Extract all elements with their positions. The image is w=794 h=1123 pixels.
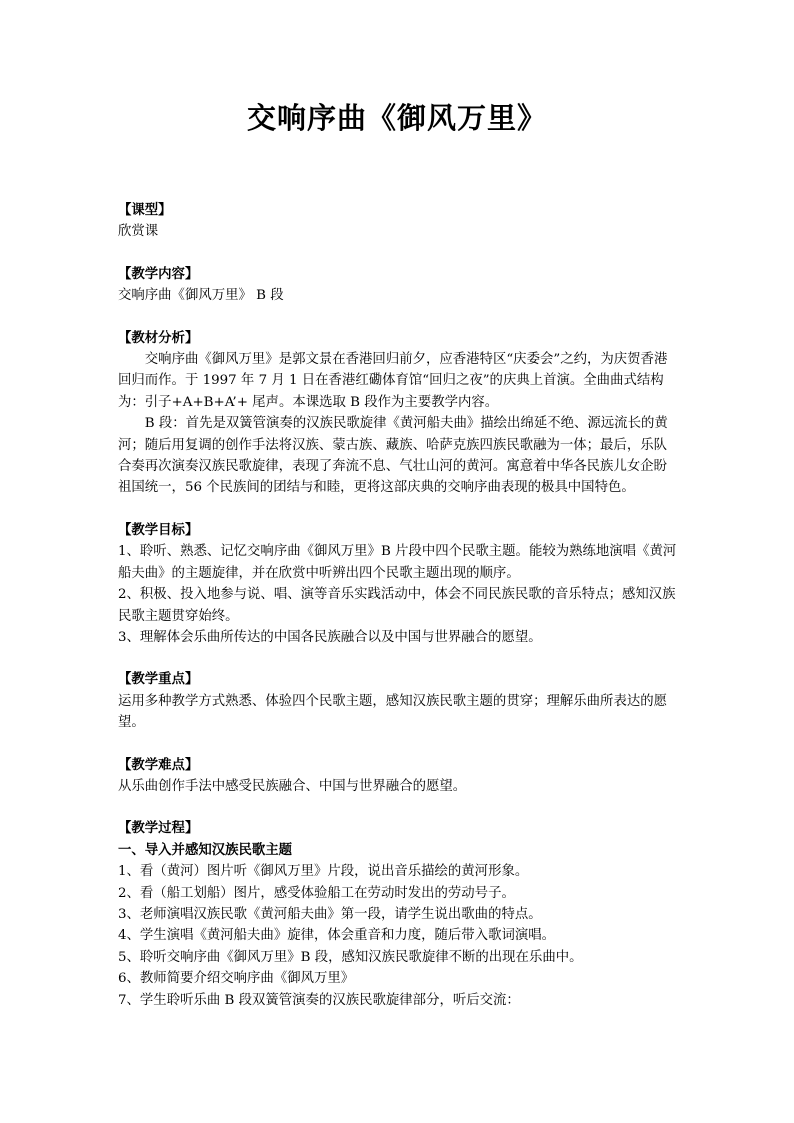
document-title: 交响序曲《御风万里》 [246,101,547,135]
section-text: 从乐曲创作手法中感受民族融合、中国与世界融合的愿望。 [118,778,467,794]
section-heading: 【课型】 [118,203,172,218]
list-item: 3、理解体会乐曲所传达的中国各民族融合以及中国与世界融合的愿望。 [118,629,542,645]
list-item: 1、聆听、熟悉、记忆交响序曲《御风万里》B 片段中四个民歌主题。能较为熟练地演唱《黄河船夫曲》的主题旋律，并在欣赏中听辨出四个民歌主题出现的顺序。 [118,544,677,581]
list-item: 1、看（黄河）图片听《御风万里》片段，说出音乐描绘的黄河形象。 [118,864,529,880]
list-item: 2、看（船工划船）图片，感受体验船工在劳动时发出的劳动号子。 [118,885,515,901]
subsection-heading: 一、导入并感知汉族民歌主题 [118,842,293,858]
paragraph: 交响序曲《御风万里》是郭文景在香港回归前夕，应香港特区“庆委会”之约，为庆贺香港回归而作。于 1997 年 7 月 1 日在香港红磡体育馆“回归之夜”的庆典上首演。全曲曲式结构为：引子+A+B+A’+ 尾声。本课选取 B 段作为主要教学内容。 [118,352,668,410]
list-item: 3、老师演唱汉族民歌《黄河船夫曲》第一段，请学生说出歌曲的特点。 [118,906,542,922]
section-difficulties [118,755,680,798]
section-heading: 【教学目标】 [118,522,199,538]
list-item: 4、学生演唱《黄河船夫曲》旋律，体会重音和力度，随后带入歌词演唱。 [118,928,556,944]
section-heading: 【教学重点】 [118,672,199,688]
section-heading: 【教学过程】 [118,821,199,837]
document-body [118,200,680,1032]
section-analysis [118,328,680,499]
section-text: 运用多种教学方式熟悉、体验四个民歌主题，感知汉族民歌主题的贯穿；理解乐曲所表达的愿望。 [118,693,668,731]
list-item: 6、教师简要介绍交响序曲《御风万里》 [118,971,355,987]
section-heading: 【教材分析】 [118,330,199,346]
list-item: 7、学生聆听乐曲 B 段双簧管演奏的汉族民歌旋律部分，听后交流： [118,992,520,1008]
section-heading: 【教学内容】 [118,266,199,282]
paragraph: B 段：首先是双簧管演奏的汉族民歌旋律《黄河船夫曲》描绘出绵延不绝、源远流长的黄河；随后用复调的创作手法将汉族、蒙古族、藏族、哈萨克族四族民歌融为一体；最后，乐队合奏再次演奏汉族民歌旋律，表现了奔流不息、气壮山河的黄河。寓意着中华各民族儿女企盼祖国统一，56 个民族间的团结与和睦，更将这部庆典的交响序曲表现的极具中国特色。 [118,416,668,496]
section-text: 欣赏课 [118,224,159,240]
list-item: 2、积极、投入地参与说、唱、演等音乐实践活动中，体会不同民族民歌的音乐特点；感知汉族民歌主题贯穿始终。 [118,587,676,624]
section-course-type [118,200,680,243]
section-process [118,818,680,1011]
section-key-points [118,669,680,733]
section-goals [118,520,680,648]
section-content [118,264,680,307]
section-text: 交响序曲《御风万里》 B 段 [118,288,284,304]
list-item: 5、聆听交响序曲《御风万里》B 段，感知汉族民歌旋律不断的出现在乐曲中。 [118,949,583,965]
section-heading: 【教学难点】 [118,757,199,773]
